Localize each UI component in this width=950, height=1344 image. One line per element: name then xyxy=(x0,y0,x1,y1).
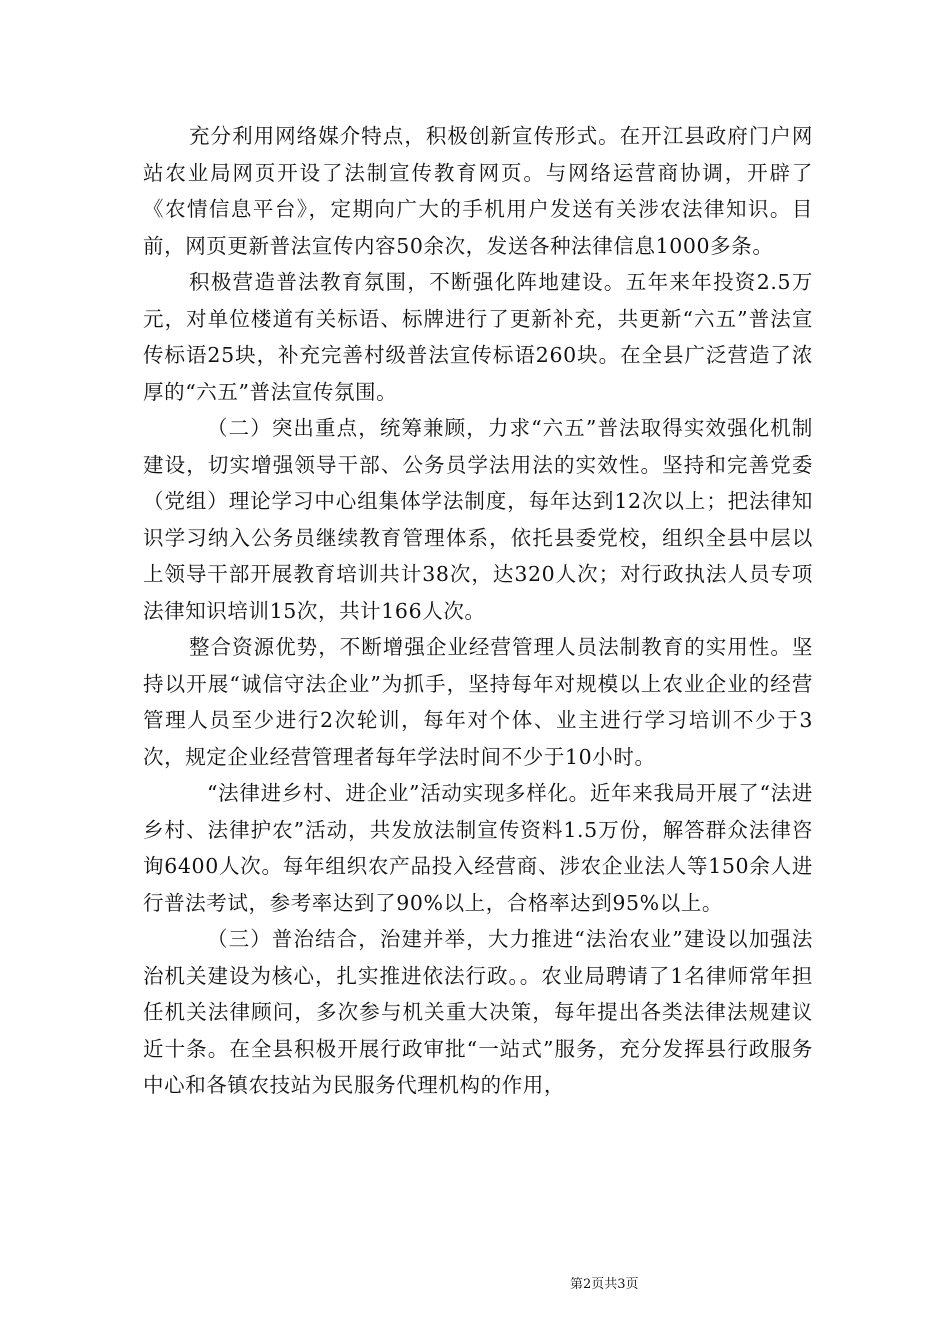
paragraph-network-media: 充分利用网络媒介特点，积极创新宣传形式。在开江县政府门户网站农业局网页开设了法制宣传教育网页。与网络运营商协调，开辟了《农情信息平台》，定期向广大的手机用户发送有关涉农法律知识。目前，网页更新普法宣传内容50余次，发送各种法律信息1000多条。 xyxy=(143,124,813,258)
paragraph-resources: 整合资源优势，不断增强企业经营管理人员法制教育的实用性。坚持以开展“诚信守法企业”为抓手，坚持每年对规模以上农业企业的经营管理人员至少进行2次轮训，每年对个体、业主进行学习培训不少于3次，规定企业经营管理者每年学法时间不少于10小时。 xyxy=(143,635,813,769)
paragraph-atmosphere: 积极营造普法教育氛围，不断强化阵地建设。五年来年投资2.5万元，对单位楼道有关标语、标牌进行了更新补充，共更新“六五”普法宣传标语25块，补充完善村级普法宣传标语260块。在全县广泛营造了浓厚的“六五”普法宣传氛围。 xyxy=(143,270,813,404)
document-body xyxy=(143,118,813,1104)
page-footer-number: 第2页共3页 xyxy=(570,1277,639,1292)
paragraph-rural: “法律进乡村、进企业”活动实现多样化。近年来我局开展了“法进乡村、法律护农”活动，共发放法制宣传资料1.5万份，解答群众法律咨询6400人次。每年组织农产品投入经营商、涉农企业法人等150余人进行普法考试，参考率达到了90%以上，合格率达到95%以上。 xyxy=(143,781,813,915)
paragraph-section-three: （三）普治结合，治建并举，大力推进“法治农业”建设以加强法治机关建设为核心，扎实推进依法行政。。农业局聘请了1名律师常年担任机关法律顾问，多次参与机关重大决策，每年提出各类法律法规建议近十条。在全县积极开展行政审批“一站式”服务，充分发挥县行政服务中心和各镇农技站为民服务代理机构的作用， xyxy=(143,927,813,1097)
paragraph-section-two: （二）突出重点，统筹兼顾，力求“六五”普法取得实效强化机制建设，切实增强领导干部、公务员学法用法的实效性。坚持和完善党委（党组）理论学习中心组集体学法制度，每年达到12次以上；把法律知识学习纳入公务员继续教育管理体系，依托县委党校，组织全县中层以上领导干部开展教育培训共计38次，达320人次；对行政执法人员专项法律知识培训15次，共计166人次。 xyxy=(143,416,813,623)
